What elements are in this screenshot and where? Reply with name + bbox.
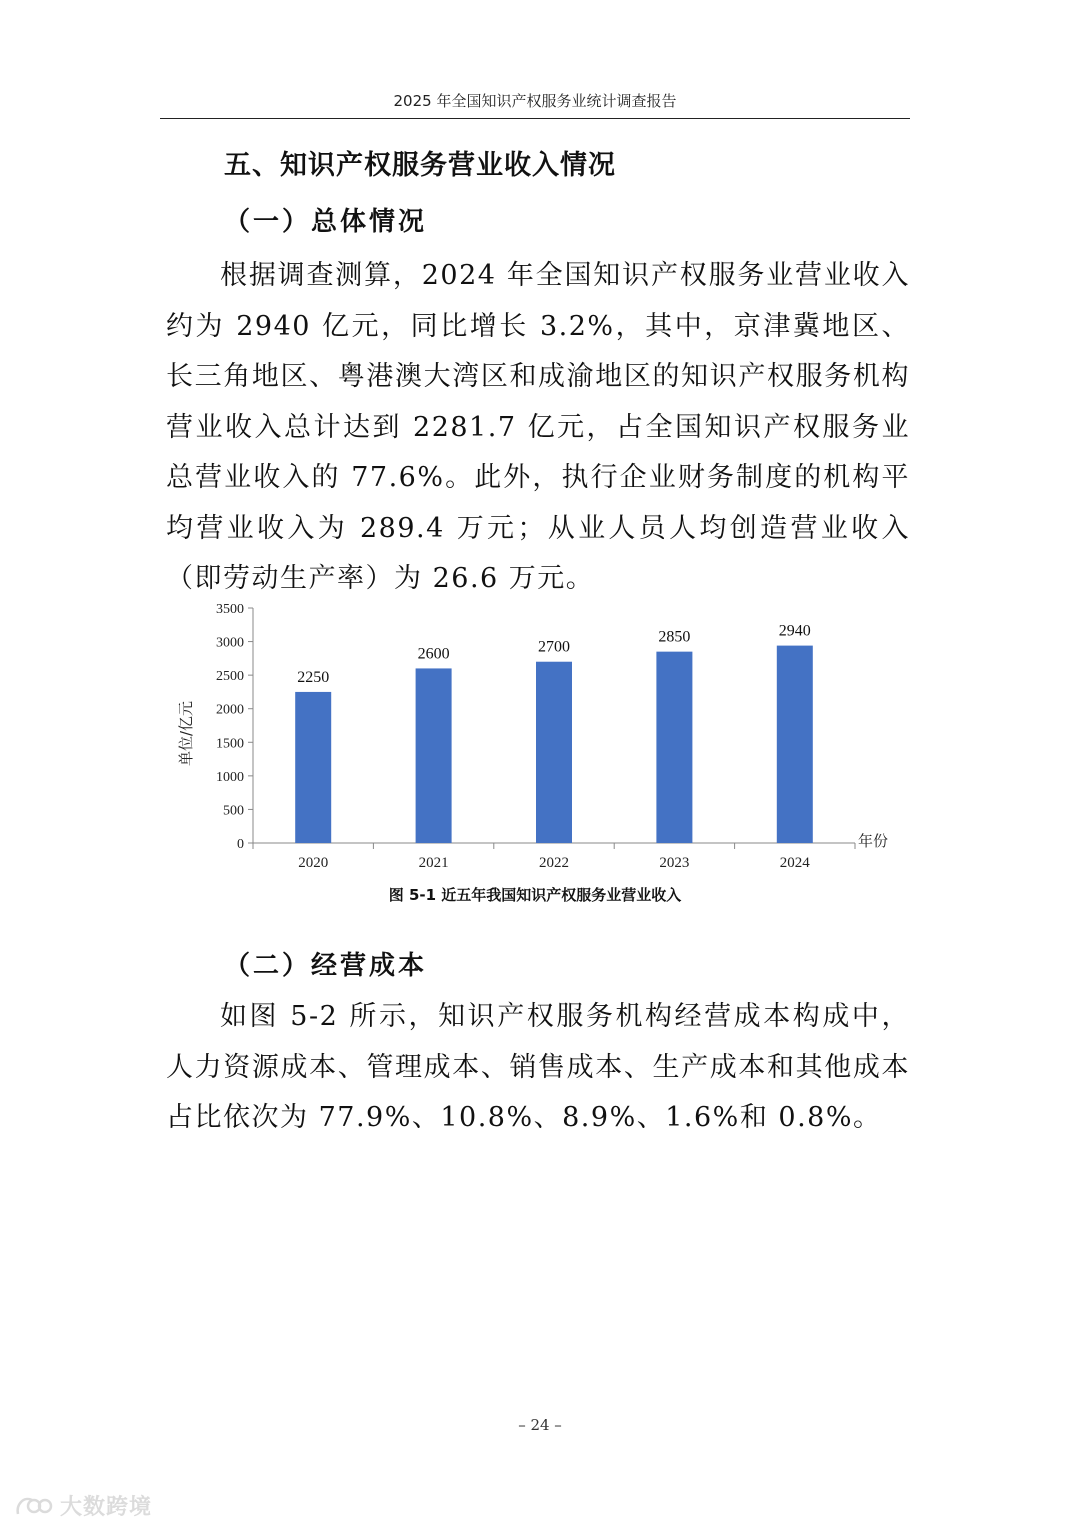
y-axis-label: 单位/亿元	[177, 700, 195, 767]
figure-caption: 图 5-1 近五年我国知识产权服务业营业收入	[388, 886, 682, 904]
header-rule	[160, 118, 910, 119]
bar-2023	[656, 652, 692, 843]
page-number: – 24 –	[518, 1416, 562, 1434]
section-title: 五、知识产权服务营业收入情况	[224, 150, 616, 181]
watermark-text: 大数跨境	[60, 1495, 153, 1520]
data-label-2023: 2850	[658, 628, 691, 646]
y-tick-label: 1500	[216, 736, 244, 752]
x-tick-label-2021: 2021	[418, 855, 449, 871]
x-tick-label-2023: 2023	[659, 855, 690, 871]
y-tick-label: 2000	[216, 702, 244, 718]
data-label-2020: 2250	[297, 668, 330, 686]
x-tick-label-2022: 2022	[539, 855, 569, 871]
x-axis-label: 年份	[858, 832, 889, 850]
data-label-2021: 2600	[417, 645, 450, 663]
revenue-bar-chart	[160, 598, 910, 918]
bar-2020	[295, 692, 331, 843]
x-tick-label-2024: 2024	[779, 855, 810, 871]
revenue-chart	[160, 598, 910, 918]
y-tick-label: 3500	[216, 602, 244, 617]
x-tick-label-2020: 2020	[298, 855, 329, 871]
y-tick-label: 2500	[216, 669, 244, 685]
data-label-2024: 2940	[778, 622, 811, 640]
y-tick-label: 3000	[216, 635, 244, 651]
bar-2022	[536, 662, 572, 843]
y-tick-label: 1000	[216, 769, 244, 785]
watermark	[14, 1490, 152, 1521]
bar-2024	[777, 646, 813, 843]
brand-logo-icon	[14, 1492, 54, 1520]
y-tick-label: 0	[237, 837, 244, 852]
costs-paragraph: 如图 5-2 所示，知识产权服务机构经营成本构成中，人力资源成本、管理成本、销售成本、生产成本和其他成本占比依次为 77.9%、10.8%、8.9%、1.6%和 0.8%。	[166, 1001, 910, 1133]
running-header: 2025 年全国知识产权服务业统计调查报告	[393, 92, 677, 110]
data-label-2022: 2700	[538, 638, 570, 656]
y-tick-label: 500	[223, 803, 244, 819]
bar-2021	[416, 668, 452, 843]
subsection-title-overview: （一）总体情况	[224, 207, 428, 237]
subsection-title-costs: （二）经营成本	[224, 951, 428, 981]
overview-paragraph: 根据调查测算，2024 年全国知识产权服务业营业收入约为 2940 亿元，同比增长 3.2%，其中，京津冀地区、长三角地区、粤港澳大湾区和成渝地区的知识产权服务机构营业收入总计达到 2281.7 亿元，占全国知识产权服务业总营业收入的 77.6%。此外，执行企业财务制度的机构平均营业收入为 289.4 万元；从业人员人均创造营业收入（即劳动生产率）为 26.6 万元。	[166, 260, 910, 594]
